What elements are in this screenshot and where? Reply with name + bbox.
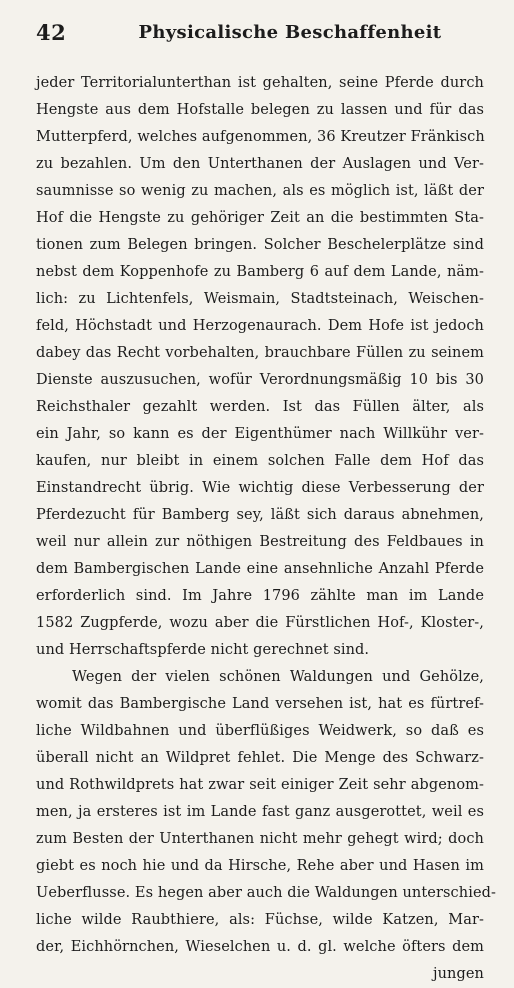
text-line: nebst dem Koppenhofe zu Bamberg 6 auf dem Lande, näm- [36,264,484,280]
text-line: jeder Territorialunterthan ist gehalten, seine Pferde durch [36,75,484,91]
text-line: ein Jahr, so kann es der Eigenthümer nach Willkühr ver- [36,426,484,442]
text-line: dem Bambergischen Lande eine ansehnliche Anzahl Pferde [36,561,484,577]
text-line: dabey das Recht vorbehalten, brauchbare Füllen zu seinem [36,345,484,361]
text-line: Dienste auszusuchen, wofür Verordnungsmäßig 10 bis 30 [36,372,484,388]
text-line: men, ja ersteres ist im Lande fast ganz ausgerottet, weil es [36,804,484,820]
text-line: liche Wildbahnen und überflüßiges Weidwerk, so daß es [36,723,484,739]
text-line: zu bezahlen. Um den Unterthanen der Auslagen und Ver- [36,156,484,172]
text-line: tionen zum Belegen bringen. Solcher Beschelerplätze sind [36,237,484,253]
text-line: Hof die Hengste zu gehöriger Zeit an die bestimmten Sta- [36,210,484,226]
text-line: erforderlich sind. Im Jahre 1796 zählte man im Lande [36,588,484,604]
text-line: kaufen, nur bleibt in einem solchen Falle dem Hof das [36,453,484,469]
paragraph [36,664,497,988]
text-line: Pferdezucht für Bamberg sey, läßt sich daraus abnehmen, [36,507,484,523]
body-text [36,70,497,988]
text-line: überall nicht an Wildpret fehlet. Die Menge des Schwarz- [36,750,484,766]
text-line: Hengste aus dem Hofstalle belegen zu lassen und für das [36,102,484,118]
text-line: Ueberflusse. Es hegen aber auch die Waldungen unterschied- [36,885,497,901]
text-line: lich: zu Lichtenfels, Weismain, Stadtsteinach, Weischen- [36,291,484,307]
text-line: 1582 Zugpferde, wozu aber die Fürstlichen Hof-, Kloster-, [36,615,484,631]
text-line: Einstandrecht übrig. Wie wichtig diese Verbesserung der [36,480,484,496]
text-line: und Herrschaftspferde nicht gerechnet sind. [36,642,370,658]
text-line: zum Besten der Unterthanen nicht mehr gehegt wird; doch [36,831,484,847]
text-line: Reichsthaler gezahlt werden. Ist das Füllen älter, als [36,399,484,415]
text-line: feld, Höchstadt und Herzogenaurach. Dem Hofe ist jedoch [36,318,484,334]
text-line: der, Eichhörnchen, Wieselchen u. d. gl. welche öfters dem [36,939,484,955]
text-line: und Rothwildprets hat zwar seit einiger Zeit sehr abgenom- [36,777,484,793]
running-head: Physicalische Beschaffenheit [138,22,442,43]
text-line: saumnisse so wenig zu machen, als es möglich ist, läßt der [36,183,484,199]
text-line: weil nur allein zur nöthigen Bestreitung des Feldbaues in [36,534,484,550]
text-line: giebt es noch hie und da Hirsche, Rehe aber und Hasen im [36,858,484,874]
text-line: Wegen der vielen schönen Waldungen und Gehölze, [72,669,484,685]
paragraph [36,70,484,664]
text-line: liche wilde Raubthiere, als: Füchse, wilde Katzen, Mar- [36,912,484,928]
catchword: jungen [433,966,484,982]
text-line: womit das Bambergische Land versehen ist, hat es fürtref- [36,696,484,712]
page-number: 42 [36,20,67,45]
text-line: Mutterpferd, welches aufgenommen, 36 Kreutzer Fränkisch [36,129,485,145]
